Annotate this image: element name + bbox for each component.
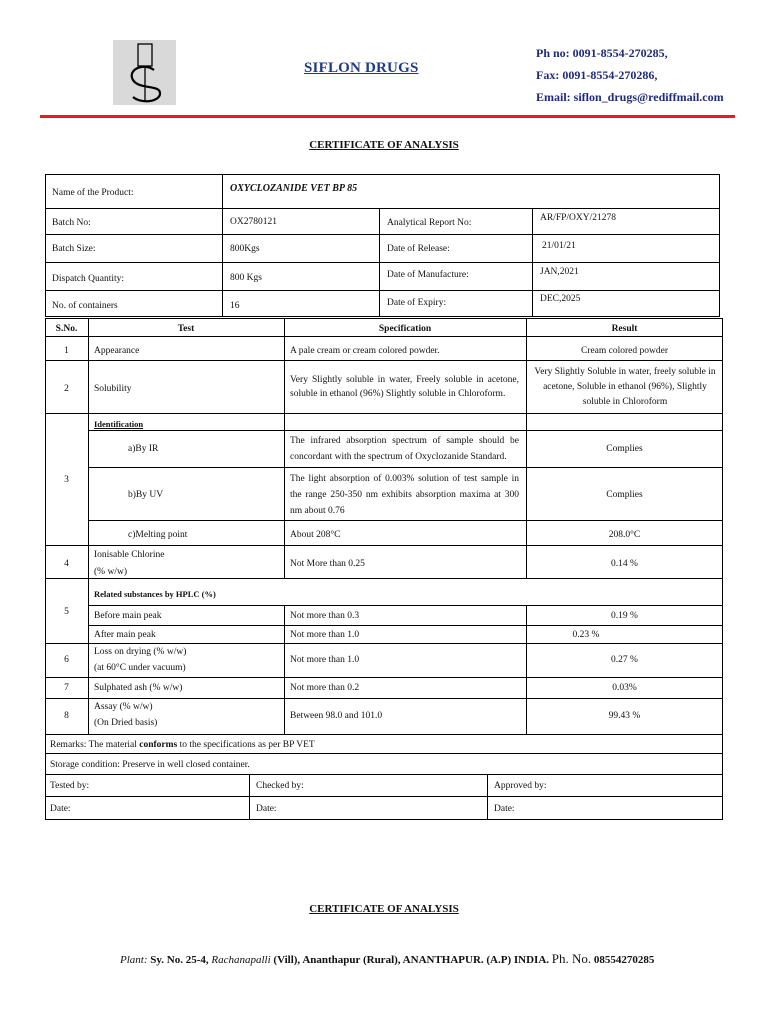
batch-size-value: 800Kgs [230,244,260,254]
plant-village: Rachanapalli [211,954,271,966]
storage-condition: Storage condition: Preserve in well closed container. [50,760,250,770]
row3-test: Identification [94,419,144,429]
row5b-spec: Not more than 1.0 [290,630,360,640]
phone-line: Ph no: 0091-8554-270285, [536,46,668,60]
row7-result: 0.03% [612,683,637,693]
remarks-prefix: Remarks: The material [50,740,140,750]
row6-test-line1: Loss on drying (% w/w) [94,647,187,657]
expiry-date-value: DEC,2025 [540,294,581,304]
row3b-test: b)By UV [128,490,164,500]
row2-result: Very Slightly Soluble in water, freely soluble in acetone, Soluble in ethanol (96%), Slightly soluble in Chloroform [534,367,716,407]
tested-date-label: Date: [50,804,71,814]
row4-test-line1: Ionisable Chlorine [94,550,165,560]
row4-spec: Not More than 0.25 [290,559,365,569]
email-line: Email: siflon_drugs@rediffmail.com [536,90,724,104]
row2-test: Solubility [94,384,132,394]
tested-by-label: Tested by: [50,781,90,791]
batch-no-label: Batch No: [52,218,91,228]
row7-test: Sulphated ash (% w/w) [94,683,183,693]
row6-sno: 6 [64,655,69,665]
report-no-value: AR/FP/OXY/21278 [540,213,617,223]
plant-phone-value: 08554270285 [593,954,655,966]
certificate-title: CERTIFICATE OF ANALYSIS [309,139,459,151]
row7-spec: Not more than 0.2 [290,683,360,693]
product-info-table [45,174,720,317]
remarks-suffix: to the specifications as per BP VET [177,740,315,750]
row5a-result: 0.19 % [611,611,638,621]
row5-sno: 5 [64,607,69,617]
approved-by-label: Approved by: [494,781,547,791]
row1-spec: A pale cream or cream colored powder. [290,346,440,356]
plant-address [120,951,654,967]
plant-address-rest: (Vill), Ananthapur (Rural), ANANTHAPUR. (A.P) INDIA. [273,954,550,966]
row7-sno: 7 [64,683,69,693]
row3-sno: 3 [64,475,69,485]
release-date-label: Date of Release: [387,244,450,254]
row8-result: 99.43 % [608,711,641,721]
manufacture-date-value: JAN,2021 [540,267,579,277]
row6-test-line2: (at 60°C under vacuum) [94,663,186,673]
row3a-test: a)By IR [128,444,159,454]
row2-spec: Very Slightly soluble in water, Freely soluble in acetone, soluble in ethanol (96%) Slightly soluble in Chloroform. [290,375,519,399]
expiry-date-label: Date of Expiry: [387,298,447,308]
row4-sno: 4 [64,559,69,569]
row8-test-line1: Assay (% w/w) [94,702,153,712]
row8-sno: 8 [64,711,69,721]
row5b-result: 0.23 % [572,630,600,640]
row4-result: 0.14 % [611,559,638,569]
col-header-sno: S.No. [55,324,78,334]
plant-phone-label: Ph. No. [551,951,592,966]
plant-label: Plant: [120,954,148,966]
checked-date-label: Date: [256,804,277,814]
product-name-value: OXYCLOZANIDE VET BP 85 [230,183,358,194]
report-no-label: Analytical Report No: [387,218,472,228]
row5a-test: Before main peak [94,611,162,621]
row3c-test: c)Melting point [128,530,188,540]
row3a-spec: The infrared absorption spectrum of sample should be concordant with the spectrum of Oxyclozanide Standard. [290,436,519,462]
col-header-result: Result [611,324,638,334]
row4-test-line2: (% w/w) [94,567,127,577]
certificate-title-bottom: CERTIFICATE OF ANALYSIS [309,903,459,915]
row1-test: Appearance [94,346,140,356]
row1-result: Cream colored powder [580,346,669,356]
containers-label: No. of containers [52,301,118,311]
row6-result: 0.27 % [611,655,638,665]
row5a-spec: Not more than 0.3 [290,611,360,621]
approved-date-label: Date: [494,804,515,814]
plant-survey-no: Sy. No. 25-4, [150,954,209,966]
company-logo [113,40,176,105]
fax-line: Fax: 0091-8554-270286, [536,68,658,82]
row8-spec: Between 98.0 and 101.0 [290,711,383,721]
row5-test: Related substances by HPLC (%) [94,589,216,599]
row3b-spec: The light absorption of 0.003% solution of test sample in the range 250-350 nm exhibits absorption maxima at 300 nm about 0.76 [290,474,519,516]
row1-sno: 1 [64,346,69,356]
batch-no-value: OX2780121 [230,217,277,227]
remarks [50,739,315,751]
company-name: SIFLON DRUGS [304,60,419,76]
release-date-value: 21/01/21 [542,241,576,251]
product-name-label: Name of the Product: [52,188,134,198]
manufacture-date-label: Date of Manufacture: [387,270,469,280]
row3a-result: Complies [606,444,643,454]
dispatch-qty-label: Dispatch Quantity: [52,274,125,284]
contact-block [536,42,724,108]
row5b-test: After main peak [94,630,156,640]
containers-value: 16 [230,301,240,311]
col-header-test: Test [177,324,195,334]
dispatch-qty-value: 800 Kgs [230,273,262,283]
row3c-result: 208.0°C [608,530,641,540]
row3b-result: Complies [606,490,643,500]
row2-sno: 2 [64,384,69,394]
checked-by-label: Checked by: [256,781,304,791]
batch-size-label: Batch Size: [52,244,96,254]
remarks-conforms: conforms [139,740,178,750]
header-divider [40,115,735,118]
row8-test-line2: (On Dried basis) [94,718,158,728]
row6-spec: Not more than 1.0 [290,655,360,665]
col-header-spec: Specification [378,324,432,334]
row3c-spec: About 208°C [290,530,341,540]
